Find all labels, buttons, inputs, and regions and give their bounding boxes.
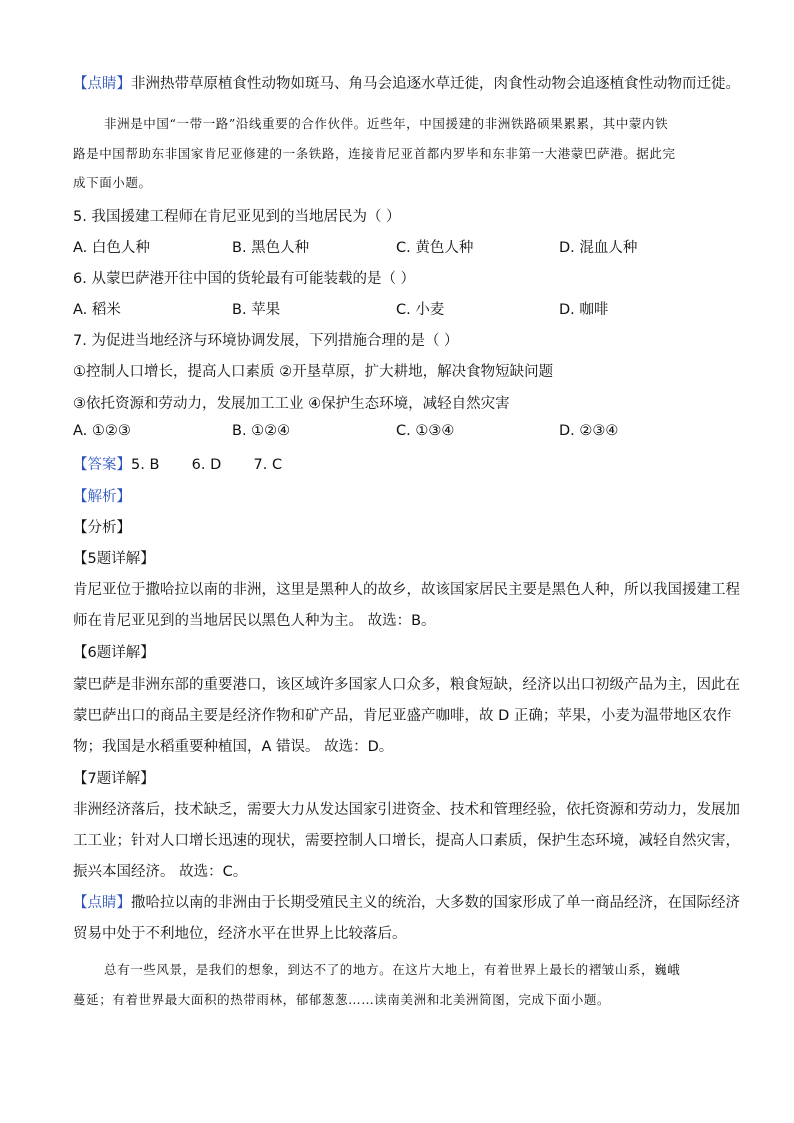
q7-item-line: ①控制人口增长，提高人口素质 ②开垦草原，扩大耕地，解决食物短缺问题 (73, 364, 554, 380)
q6-detail-line: 物；我国是水稻重要种植国，A 错误。 故选：D。 (73, 739, 394, 755)
q7-item-line: ③依托资源和劳动力，发展加工工业 ④保护生态环境，减轻自然灾害 (73, 396, 510, 412)
q5-option-b: B. 黑色人种 (232, 240, 310, 256)
q7-detail-line: 振兴本国经济。 故选：C。 (73, 864, 248, 880)
question-7-stem: 7. 为促进当地经济与环境协调发展，下列措施合理的是（ ） (73, 333, 459, 349)
tip-tag: 【点睛】 (73, 76, 131, 92)
q6-detail-heading: 【6题详解】 (73, 645, 155, 661)
q5-option-d: D. 混血人种 (559, 240, 638, 256)
q7-option-b: B. ①②④ (232, 423, 291, 439)
q7-option-d: D. ②③④ (559, 423, 619, 439)
q6-detail-line: 蒙巴萨出口的商品主要是经济作物和矿产品，肯尼亚盛产咖啡，故 D 正确；苹果，小麦为温带地区农作 (73, 708, 732, 724)
q6-detail-line: 蒙巴萨是非洲东部的重要港口，该区域许多国家人口众多，粮食短缺，经济以出口初级产品为主，因此在 (73, 677, 740, 693)
q7-detail-line: 非洲经济落后，技术缺乏，需要大力从发达国家引进资金、技术和管理经验，依托资源和劳动力，发展加 (73, 802, 740, 818)
passage-line: 蔓延；有着世界最大面积的热带雨林，郁郁葱葱……读南美洲和北美洲简图，完成下面小题。 (73, 992, 611, 1007)
q5-option-c: C. 黄色人种 (396, 240, 474, 256)
tip-text: 非洲热带草原植食性动物如斑马、角马会追逐水草迁徙，肉食性动物会追逐植食性动物而迁徙。 (131, 76, 740, 92)
q6-option-b: B. 苹果 (232, 302, 281, 318)
answer-tag: 【答案】 (73, 457, 131, 473)
passage-line: 路是中国帮助东非国家肯尼亚修建的一条铁路，连接肯尼亚首都内罗毕和东非第一大港蒙巴萨港。据此完 (73, 146, 676, 161)
q5-detail-line: 肯尼亚位于撒哈拉以南的非洲，这里是黑种人的故乡，故该国家居民主要是黑色人种，所以我国援建工程 (73, 582, 740, 598)
passage-line: 总有一些风景，是我们的想象，到达不了的地方。在这片大地上，有着世界上最长的褶皱山系，巍峨 (104, 962, 681, 977)
bottom-tip-line: 贸易中处于不利地位，经济水平在世界上比较落后。 (73, 926, 407, 942)
q7-detail-line: 工工业；针对人口增长迅速的现状，需要控制人口增长，提高人口素质，保护生态环境，减轻自然灾害， (73, 833, 740, 849)
analysis-heading: 【解析】 (73, 489, 131, 505)
q7-detail-heading: 【7题详解】 (73, 771, 155, 787)
tip-tag: 【点睛】 (73, 895, 131, 911)
answer-text: 5. B 6. D 7. C (131, 457, 283, 473)
passage-line: 非洲是中国“一带一路”沿线重要的合作伙伴。近些年，中国援建的非洲铁路硕果累累，其中蒙内铁 (104, 116, 669, 131)
q6-option-c: C. 小麦 (396, 302, 445, 318)
question-6-stem: 6. 从蒙巴萨港开往中国的货轮最有可能装载的是（ ） (73, 271, 416, 287)
q5-detail-heading: 【5题详解】 (73, 551, 155, 567)
q6-option-a: A. 稻米 (73, 302, 121, 318)
question-5-stem: 5. 我国援建工程师在肯尼亚见到的当地居民为（ ） (73, 209, 401, 225)
q5-option-a: A. 白色人种 (73, 240, 150, 256)
top-tip (73, 72, 740, 93)
fenxi-heading: 【分析】 (73, 520, 131, 536)
q5-detail-line: 师在肯尼亚见到的当地居民以黑色人种为主。 故选：B。 (73, 613, 436, 629)
q6-option-d: D. 咖啡 (559, 302, 609, 318)
tip-text: 撒哈拉以南的非洲由于长期受殖民主义的统治，大多数的国家形成了单一商品经济，在国际经济 (131, 895, 740, 911)
bottom-tip (73, 891, 740, 912)
answer-line (73, 453, 282, 474)
q7-option-c: C. ①③④ (396, 423, 455, 439)
passage-line: 成下面小题。 (73, 175, 152, 190)
q7-option-a: A. ①②③ (73, 423, 131, 439)
